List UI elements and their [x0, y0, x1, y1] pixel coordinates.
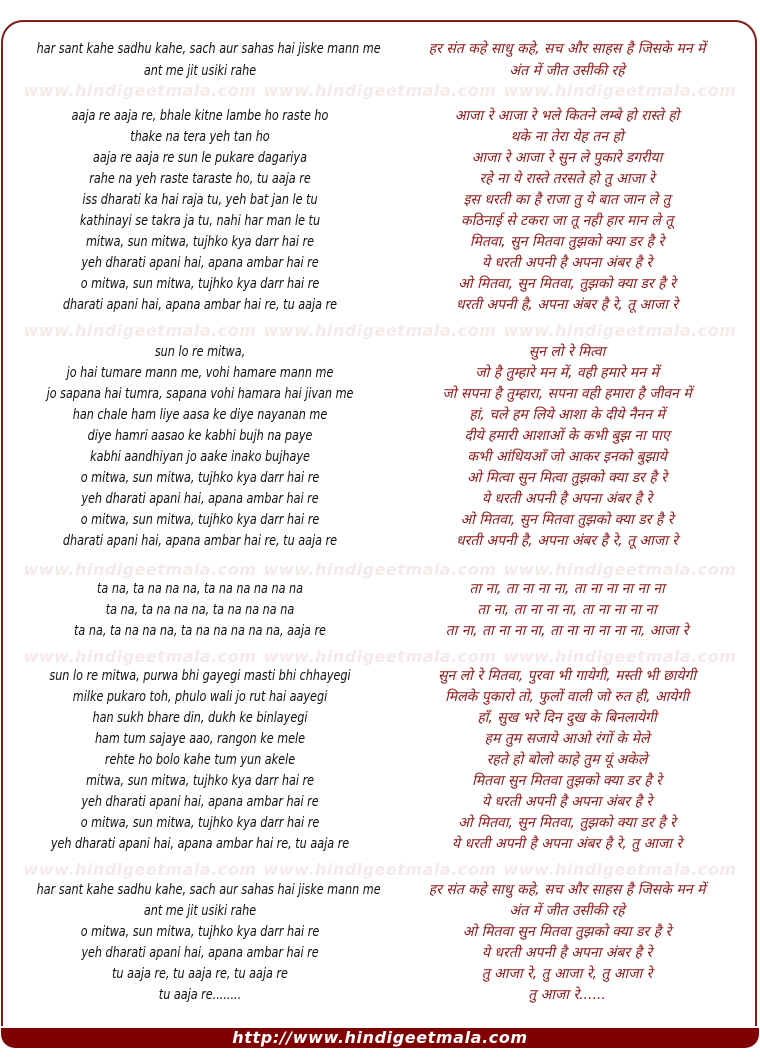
watermark-text: www.hindigeetmala.com — [263, 647, 497, 666]
watermark-text: www.hindigeetmala.com — [503, 81, 737, 100]
hindi-lyric-line: अंत में जीत उसीकी रहे — [509, 903, 625, 919]
hindi-lyric-line: ओ मितवा, सुन मितवा तुझको क्या डर है रे — [460, 512, 674, 528]
hindi-lyric-line: आजा रे आजा रे सुन ले पुकारे डगरीया — [471, 150, 663, 166]
hindi-lyric-line: सुन लो रे मित्वा — [528, 344, 606, 360]
english-lyric-line: sun lo re mitwa, purwa bhi gayegi masti bhi chhayegi — [49, 668, 351, 684]
watermark-text: www.hindigeetmala.com — [263, 321, 497, 340]
english-lyric-line: dharati apani hai, apana ambar hai re, tu aaja re — [62, 533, 338, 549]
english-lyric-line: ta na, ta na na na, ta na na na na — [105, 602, 295, 618]
hindi-lyric-line: ता ना, ता ना ना ना, ता ना ना ना ना ना — [469, 581, 665, 597]
english-lyric-line: aaja re aaja re, bhale kitne lambe ho raste ho — [71, 108, 329, 124]
english-lyric-line: ham tum sajaye aao, rangon ke mele — [94, 731, 306, 747]
hindi-lyric-line: हर संत कहे साधु कहे, सच और साहस है जिसके मन में — [428, 882, 706, 898]
watermark-text: www.hindigeetmala.com — [23, 81, 257, 100]
english-lyric-line: mitwa, sun mitwa, tujhko kya darr hai re — [85, 773, 315, 789]
hindi-lyric-line: ता ना, ता ना ना ना, ता ना ना ना ना ना, आजा रे — [445, 623, 689, 639]
english-lyric-line: rehte ho bolo kahe tum yun akele — [104, 752, 296, 768]
english-lyric-line: han sukh bhare din, dukh ke binlayegi — [92, 710, 308, 726]
hindi-lyric-line: अंत में जीत उसीकी रहे — [509, 63, 625, 79]
watermark-text: www.hindigeetmala.com — [263, 560, 497, 579]
watermark-text: www.hindigeetmala.com — [263, 81, 497, 100]
english-lyric-line: thake na tera yeh tan ho — [130, 129, 270, 145]
english-lyric-line: jo hai tumare mann me, vohi hamare mann me — [66, 365, 334, 381]
english-lyric-line: aaja re aaja re sun le pukare dagariya — [93, 150, 307, 166]
hindi-lyric-line: दीये हमारी आशाओं के कभी बुझ ना पाए — [464, 428, 670, 444]
english-lyric-line: o mitwa, sun mitwa, tujhko kya darr hai re — [80, 512, 320, 528]
english-lyric-line: ant me jit usiki rahe — [143, 63, 257, 79]
english-lyric-line: iss dharati ka hai raja tu, yeh bat jan le tu — [82, 192, 318, 208]
hindi-lyric-line: हर संत कहे साधु कहे, सच और साहस है जिसके मन में — [428, 41, 706, 57]
watermark-row — [0, 321, 760, 341]
watermark-text: www.hindigeetmala.com — [263, 860, 497, 879]
watermark-text: www.hindigeetmala.com — [503, 321, 737, 340]
english-lyric-line: yeh dharati apani hai, apana ambar hai re — [81, 491, 319, 507]
hindi-lyric-line: ये धरती अपनी है अपना अंबर है रे — [481, 491, 653, 507]
english-lyric-line: han chale ham liye aasa ke diye nayanan me — [72, 407, 328, 423]
watermark-row — [0, 860, 760, 880]
hindi-lyric-line: जो सपना है तुम्हारा, सपना वही हमारा है जीवन में — [442, 386, 692, 402]
hindi-lyric-line: ता ना, ता ना ना ना, ता ना ना ना ना — [477, 602, 657, 618]
hindi-lyric-line: तु आजा रे...... — [528, 987, 606, 1003]
english-lyric-line: rahe na yeh raste taraste ho, tu aaja re — [89, 171, 311, 187]
english-lyric-line: o mitwa, sun mitwa, tujhko kya darr hai re — [80, 276, 320, 292]
hindi-lyric-line: ओ मितवा सुन मितवा तुझको क्या डर है रे — [462, 924, 672, 940]
watermark-text: www.hindigeetmala.com — [503, 860, 737, 879]
english-lyric-line: tu aaja re........ — [158, 987, 242, 1003]
english-lyric-line: milke pukaro toh, phulo wali jo rut hai aayegi — [72, 689, 328, 705]
watermark-row — [0, 560, 760, 580]
english-lyric-line: o mitwa, sun mitwa, tujhko kya darr hai re — [80, 815, 320, 831]
watermark-text: www.hindigeetmala.com — [503, 560, 737, 579]
hindi-lyric-line: मितवा सुन मितवा तुझको क्या डर है रे — [472, 773, 662, 789]
hindi-lyric-line: हाँ, सुख भरे दिन दुख के बिनलायेगी — [477, 710, 657, 726]
english-lyric-line: mitwa, sun mitwa, tujhko kya darr hai re — [85, 234, 315, 250]
english-lyric-line: ta na, ta na na na, ta na na na na na — [97, 581, 303, 597]
english-lyric-line: ta na, ta na na na, ta na na na na na, aaja re — [74, 623, 326, 639]
hindi-lyric-line: कठिनाई से टकरा जा तू नही हार मान ले तू — [460, 213, 674, 229]
english-lyric-line: diye hamri aasao ke kabhi bujh na paye — [87, 428, 313, 444]
hindi-lyric-line: ये धरती अपनी है अपना अंबर है रे — [481, 794, 653, 810]
english-lyric-line: o mitwa, sun mitwa, tujhko kya darr hai re — [80, 924, 320, 940]
english-lyric-line: sun lo re mitwa, — [154, 344, 246, 360]
hindi-lyric-line: हां, चले हम लिये आशा के दीये नैनन में — [469, 407, 665, 423]
hindi-lyric-line: तु आजा रे, तु आजा रे, तु आजा रे — [481, 966, 653, 982]
hindi-lyric-line: थके ना तेरा येह तन हो — [510, 129, 624, 145]
hindi-lyric-line: जो है तुम्हारे मन में, वही हमारे मन में — [475, 365, 659, 381]
english-lyric-line: har sant kahe sadhu kahe, sach aur sahas hai jiske mann me — [36, 41, 381, 57]
english-lyric-line: o mitwa, sun mitwa, tujhko kya darr hai re — [80, 470, 320, 486]
hindi-lyric-line: ये धरती अपनी है अपना अंबर है रे, तु आजा रे — [451, 836, 683, 852]
hindi-lyric-line: ये धरती अपनी है अपना अंबर है रे — [481, 945, 653, 961]
english-lyric-line: dharati apani hai, apana ambar hai re, tu aaja re — [62, 297, 338, 313]
watermark-text: www.hindigeetmala.com — [23, 647, 257, 666]
english-lyric-line: yeh dharati apani hai, apana ambar hai re — [81, 794, 319, 810]
footer-bar — [1, 1028, 759, 1048]
hindi-lyric-line: मिलके पुकारो तो, फुलों वाली जो रुत ही, आयेगी — [445, 689, 689, 705]
hindi-lyric-line: सुन लो रे मितवा, पुरवा भी गायेगी, मस्ती भी छायेगी — [437, 668, 697, 684]
english-lyric-line: yeh dharati apani hai, apana ambar hai re — [81, 945, 319, 961]
hindi-lyric-line: ओ मितवा, सुन मितवा, तुझको क्या डर है रे — [458, 815, 676, 831]
hindi-lyric-line: धरती अपनी है, अपना अंबर है रे, तू आजा रे — [455, 533, 679, 549]
hindi-lyric-line: रहे ना ये रास्ते तरसते हो तु आजा रे — [479, 171, 655, 187]
hindi-lyric-line: ये धरती अपनी है अपना अंबर है रे — [481, 255, 653, 271]
watermark-text: www.hindigeetmala.com — [503, 647, 737, 666]
site-url-link[interactable]: http://www.hindigeetmala.com — [232, 1028, 528, 1047]
hindi-lyric-line: रहते हो बोलो काहे तुम यूं अकेले — [486, 752, 648, 768]
hindi-lyric-line: मितवा, सुन मितवा तुझको क्या डर है रे — [469, 234, 665, 250]
english-lyric-line: tu aaja re, tu aaja re, tu aaja re — [112, 966, 288, 982]
watermark-row — [0, 81, 760, 101]
hindi-lyric-line: हम तुम सजाये आओ रंगों के मेले — [484, 731, 650, 747]
watermark-text: www.hindigeetmala.com — [23, 560, 257, 579]
english-lyric-line: ant me jit usiki rahe — [143, 903, 257, 919]
english-lyric-line: yeh dharati apani hai, apana ambar hai re, tu aaja re — [50, 836, 350, 852]
english-lyric-line: yeh dharati apani hai, apana ambar hai re — [81, 255, 319, 271]
hindi-lyric-line: कभी आंधियआँ जो आकर इनको बुझाये — [467, 449, 667, 465]
hindi-lyric-line: आजा रे आजा रे भले कितने लम्बे हो रास्ते हो — [454, 108, 680, 124]
watermark-text: www.hindigeetmala.com — [23, 860, 257, 879]
watermark-text: www.hindigeetmala.com — [23, 321, 257, 340]
english-lyric-line: har sant kahe sadhu kahe, sach aur sahas hai jiske mann me — [36, 882, 381, 898]
watermark-row — [0, 647, 760, 667]
hindi-lyric-line: ओ मितवा, सुन मितवा, तुझको क्या डर है रे — [458, 276, 676, 292]
english-lyric-line: kabhi aandhiyan jo aake inako bujhaye — [90, 449, 310, 465]
hindi-lyric-line: धरती अपनी है, अपना अंबर है रे, तू आजा रे — [455, 297, 679, 313]
english-lyric-line: jo sapana hai tumra, sapana vohi hamara hai jivan me — [46, 386, 354, 402]
hindi-lyric-line: ओ मित्वा सुन मित्वा तुझको क्या डर है रे — [467, 470, 667, 486]
english-lyric-line: kathinayi se takra ja tu, nahi har man le tu — [79, 213, 321, 229]
hindi-lyric-line: इस धरती का है राजा तु ये बात जान ले तु — [463, 192, 671, 208]
